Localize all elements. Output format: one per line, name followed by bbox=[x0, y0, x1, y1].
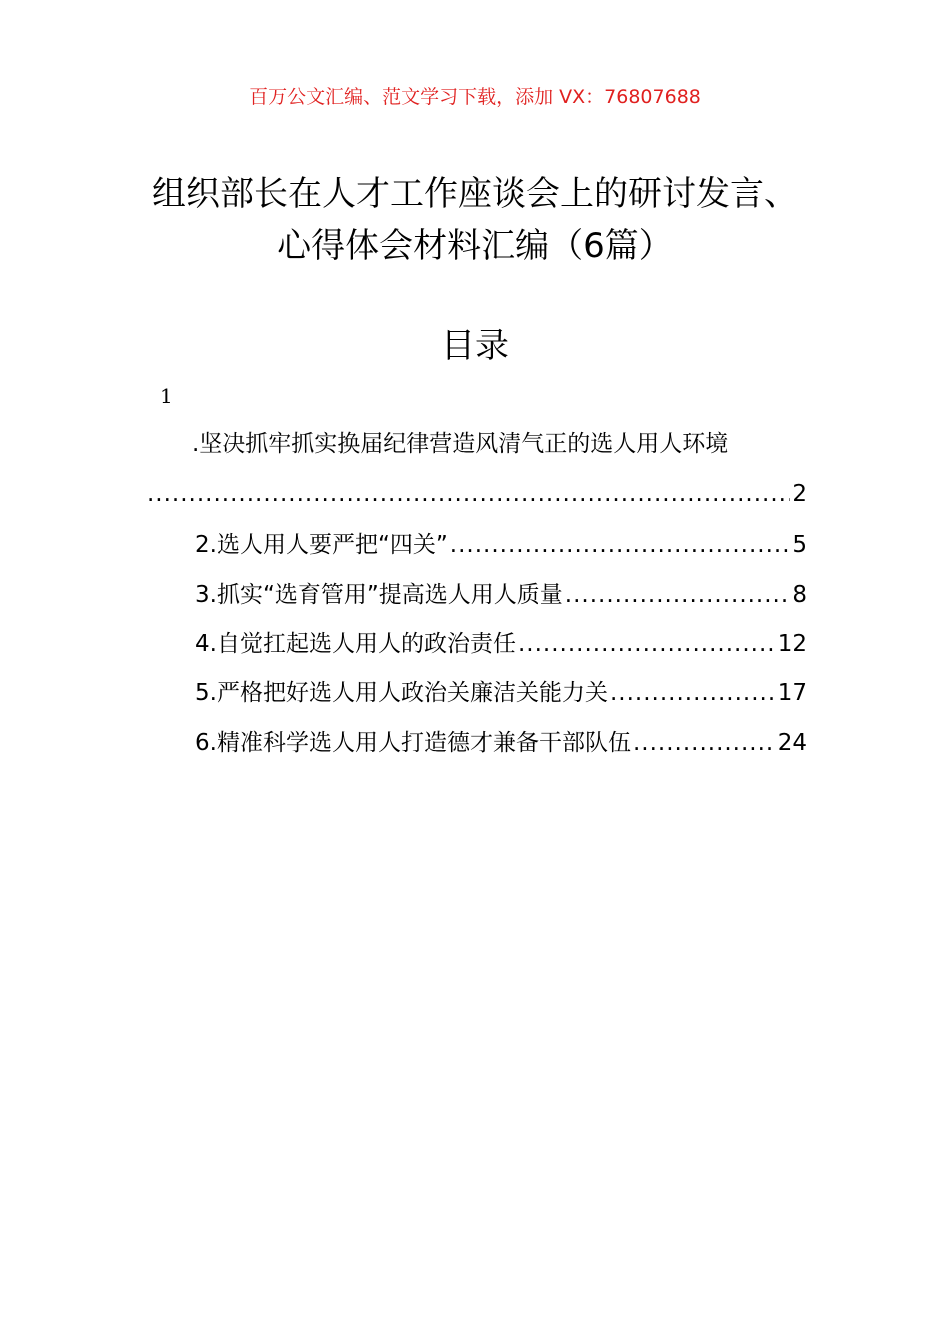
dot-leader bbox=[450, 525, 791, 565]
dot-leader bbox=[633, 723, 776, 763]
toc-item-6-page: 24 bbox=[777, 730, 807, 756]
dot-leader bbox=[147, 474, 790, 514]
toc-item-5[interactable] bbox=[195, 673, 807, 713]
dot-leader bbox=[518, 624, 776, 664]
title-line-1: 组织部长在人才工作座谈会上的研讨发言、 bbox=[152, 174, 798, 214]
toc-item-6-text: 6.精准科学选人用人打造德才兼备干部队伍 bbox=[195, 730, 631, 756]
toc-item-1-page: 2 bbox=[792, 481, 807, 507]
toc-item-4-text: 4.自觉扛起选人用人的政治责任 bbox=[195, 631, 516, 657]
toc-item-3[interactable] bbox=[195, 575, 807, 615]
toc-item-5-page: 17 bbox=[777, 680, 807, 706]
toc-item-2-page: 5 bbox=[792, 532, 807, 558]
toc-item-6[interactable] bbox=[195, 723, 807, 763]
toc-item-3-page: 8 bbox=[792, 582, 807, 608]
toc-item-4-page: 12 bbox=[777, 631, 807, 657]
header-banner: 百万公文汇编、范文学习下载，添加 VX：76807688 bbox=[249, 86, 701, 108]
toc-item-1-text[interactable]: .坚决抓牢抓实换届纪律营造风清气正的选人用人环境 bbox=[192, 431, 729, 457]
toc-item-5-text: 5.严格把好选人用人政治关廉洁关能力关 bbox=[195, 680, 608, 706]
toc-item-2-text: 2.选人用人要严把“四关” bbox=[195, 532, 448, 558]
dot-leader bbox=[610, 673, 776, 713]
toc-item-4[interactable] bbox=[195, 624, 807, 664]
toc-heading: 目录 bbox=[441, 326, 509, 366]
title-line-2: 心得体会材料汇编（6篇） bbox=[277, 226, 673, 266]
document-title bbox=[60, 168, 890, 272]
toc-item-3-text: 3.抓实“选育管用”提高选人用人质量 bbox=[195, 582, 563, 608]
toc-item-1-leader-row[interactable] bbox=[145, 474, 807, 514]
toc-item-2[interactable] bbox=[195, 525, 807, 565]
toc-item-1-number: 1 bbox=[160, 384, 173, 408]
dot-leader bbox=[565, 575, 791, 615]
